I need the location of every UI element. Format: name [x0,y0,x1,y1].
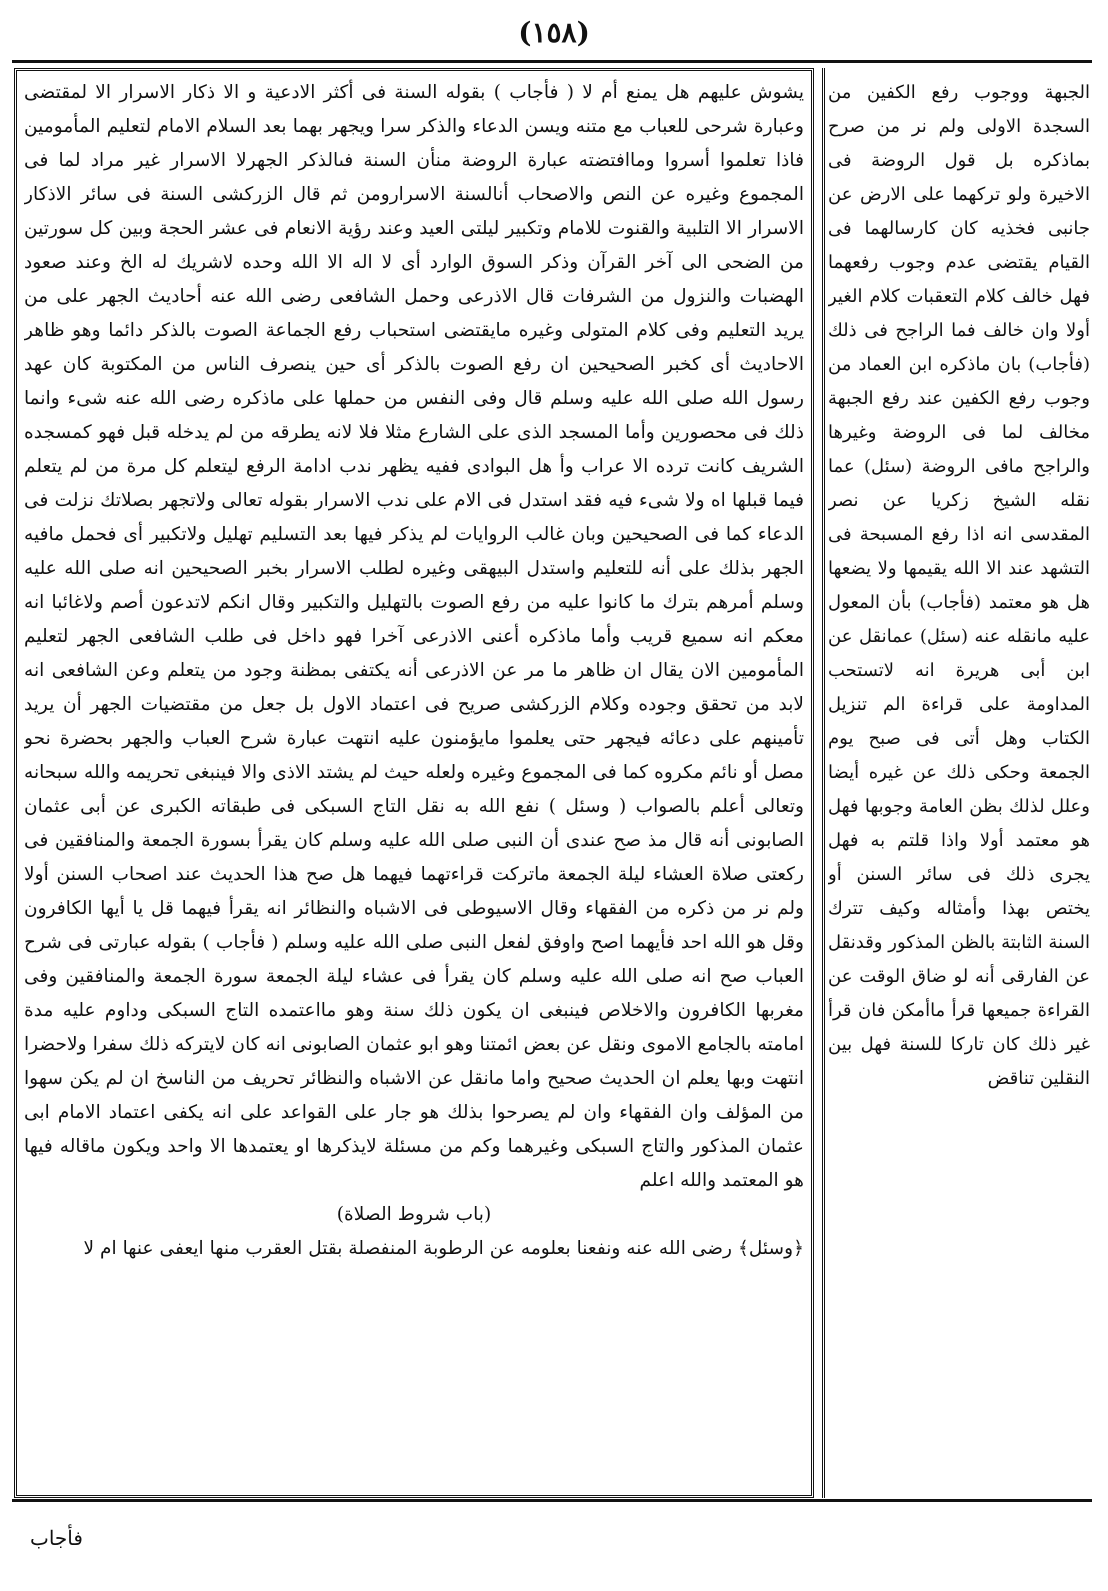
chapter-heading: (باب شروط الصلاة) [336,1204,492,1225]
main-text-column [24,76,804,1486]
margin-commentary-column [828,76,1090,1486]
page-number: (١٥٨) [518,16,590,49]
margin-column-rule [822,68,825,1498]
margin-commentary-text: الجبهة ووجوب رفع الكفين من السجدة الاولى ولم نر من صرح بماذكره بل قول الروضة فى الاخيرة ولو تركهما على الارض عن جانبى فخذيه كان كارسالهما فى القيام يقتضى عدم وجوب رفعهما فهل خالف كلام التعقبات كلام الغير أولا وان خالف فما الراجح فى ذلك (فأجاب) بان ماذكره ابن العماد من وجوب رفع الكفين عند رفع الجبهة مخالف لما فى الروضة وغيرها والراجح مافى الروضة (سئل) عما نقله الشيخ زكريا عن نصر المقدسى انه اذا رفع المسبحة فى التشهد عند الا الله يقيمها ولا يضعها هل هو معتمد (فأجاب) بأن المعول عليه مانقله عنه (سئل) عمانقل عن ابن أبى هريرة انه لاتستحب المداومة على قراءة الم تنزيل الكتاب وهل أتى فى صبح يوم الجمعة وحكى ذلك عن غيره أيضا وعلل لذلك بظن العامة وجوبها فهل هو معتمد أولا واذا قلتم به فهل يجرى ذلك فى سائر السنن أو يختص بهذا وأمثاله وكيف تترك السنة الثابتة بالظن المذكور وقدنقل عن الفارقى أنه لو ضاق الوقت عن القراءة جميعها قرأ ماأمكن فان قرأ غير ذلك كان تاركا للسنة فهل بين النقلين تناقض [828,82,1090,1089]
main-paragraph: يشوش عليهم هل يمنع أم لا ( فأجاب ) بقوله السنة فى أكثر الادعية و الا ذكار الاسرار الا لمقتضى وعبارة شرحى للعباب مع متنه ويسن الدعاء والذكر سرا ويجهر بهما بعد السلام الامام لتعليم المأمومين فاذا تعلموا أسروا وماافتضته عبارة الروضة منأن السنة فىالذكر الجهرلا الاسرار غير مراد لما فى المجموع وغيره عن النص والاصحاب أنالسنة الاسرارومن ثم قال الزركشى السنة فى سائر الاذكار الاسرار الا التلبية والقنوت للامام وتكبير ليلتى العيد وعند رؤية الانعام فى عشر الحجة وبين كل سورتين من الضحى الى آخر القرآن وذكر السوق الوارد أى لا اله الا الله وحده لاشريك له الخ وعند صعود الهضبات والنزول من الشرفات قال الاذرعى وحمل الشافعى رضى الله عنه أحاديث الجهر على من يريد التعليم وفى كلام المتولى وغيره مايقتضى استحباب رفع الجماعة الصوت بالذكر دائما وهو ظاهر الاحاديث أى كخبر الصحيحين ان رفع الصوت بالذكر أى حين ينصرف الناس من المكتوبة كان عهد رسول الله صلى الله عليه وسلم قال وفى النفس من حملها على ماذكره رضى الله عنه شىء وانما ذلك فى محصورين وأما المسجد الذى على الشارع مثلا فلا لانه يطرقه من لم يدخله قبل فهو كمسجده الشريف كانت ترده الا عراب وأ هل البوادى ففيه يظهر ندب ادامة الرفع ليتعلم كل مرة من لم يتعلم فيما قبلها اه ولا شىء فيه فقد استدل فى الام على ندب الاسرار بقوله تعالى ولاتجهر بصلاتك نزلت فى الدعاء كما فى الصحيحين وبان غالب الروايات لم يذكر فيها بعد التسليم تهليل ولاتكبير أى فحمل مافيه الجهر بذلك على أنه للتعليم واستدل البيهقى وغيره لطلب الاسرار بخبر الصحيحين انه صلى الله عليه وسلم أمرهم بترك ما كانوا عليه من رفع الصوت بالتهليل والتكبير وقال انكم لاتدعون أصم ولاغائبا انه معكم انه سميع قريب وأما ماذكره أعنى الاذرعى آخرا فهو داخل فى طلب الشافعى الجهر لتعليم المأمومين الان يقال ان ظاهر ما مر عن الاذرعى أنه يكتفى بمظنة وجود من يتعلم وعن الشافعى انه لابد من تحقق وجوده وكلام الزركشى صريح فى اعتماد الاول بل جعل من مقتضيات الجهر أن يريد تأمينهم على دعائه فيجهر حتى يعلموا مايؤمنون عليه انتهت عبارة شرح العباب والجهر بحضرة نحو مصل أو نائم مكروه كما فى المجموع وغيره ولعله حيث لم يشتد الاذى والا فينبغى تحريمه والله سبحانه وتعالى أعلم بالصواب ( وسئل ) نفع الله به نقل التاج السبكى فى طبقاته الكبرى عن أبى عثمان الصابونى أنه قال مذ صح عندى أن النبى صلى الله عليه وسلم كان يقرأ بسورة الجمعة والمنافقين فى ركعتى صلاة العشاء ليلة الجمعة ماتركت قراءتهما فيهما هل صح هذا الحديث عند اصحاب السنن أولا ولم نر من ذكره من الفقهاء وقال الاسيوطى فى الاشباه والنظائر انه يقرأ فيهما قل يا أيها الكافرون وقل هو الله احد فأيهما اصح واوفق لفعل النبى صلى الله عليه وسلم ( فأجاب ) بقوله عبارتى فى شرح العباب صح انه صلى الله عليه وسلم كان يقرأ فى عشاء ليلة الجمعة سورة الجمعة والمنافقين وفى مغربها الكافرون والاخلاص فينبغى ان يكون ذلك سنة وهو مااعتمده التاج السبكى وداوم عليه مدة امامته بالجامع الاموى ونقل عن بعض ائمتنا وهو ابو عثمان الصابونى انه كان لايتركه ذلك سفرا ولاحضرا انتهت وبها يعلم ان الحديث صحيح واما مانقل عن الاشباه والنظائر تحريف من الناسخ ان لم يكن سهوا من المؤلف وان الفقهاء وان لم يصرحوا بذلك هو جار على القواعد على انه يكفى اعتماد الامام ابى عثمان المذكور والتاج السبكى وغيرهما وكم من مسئلة لايذكرها او يعتمدها الا واحد ويكون ماقاله فيها هو المعتمد والله اعلم [24,82,804,1191]
final-question-line: ﴿وسئل﴾ رضى الله عنه ونفعنا بعلومه عن الرطوبة المنفصلة بقتل العقرب منها ايعفى عنها ام لا [83,1238,804,1259]
catchword: فأجاب [30,1526,83,1550]
